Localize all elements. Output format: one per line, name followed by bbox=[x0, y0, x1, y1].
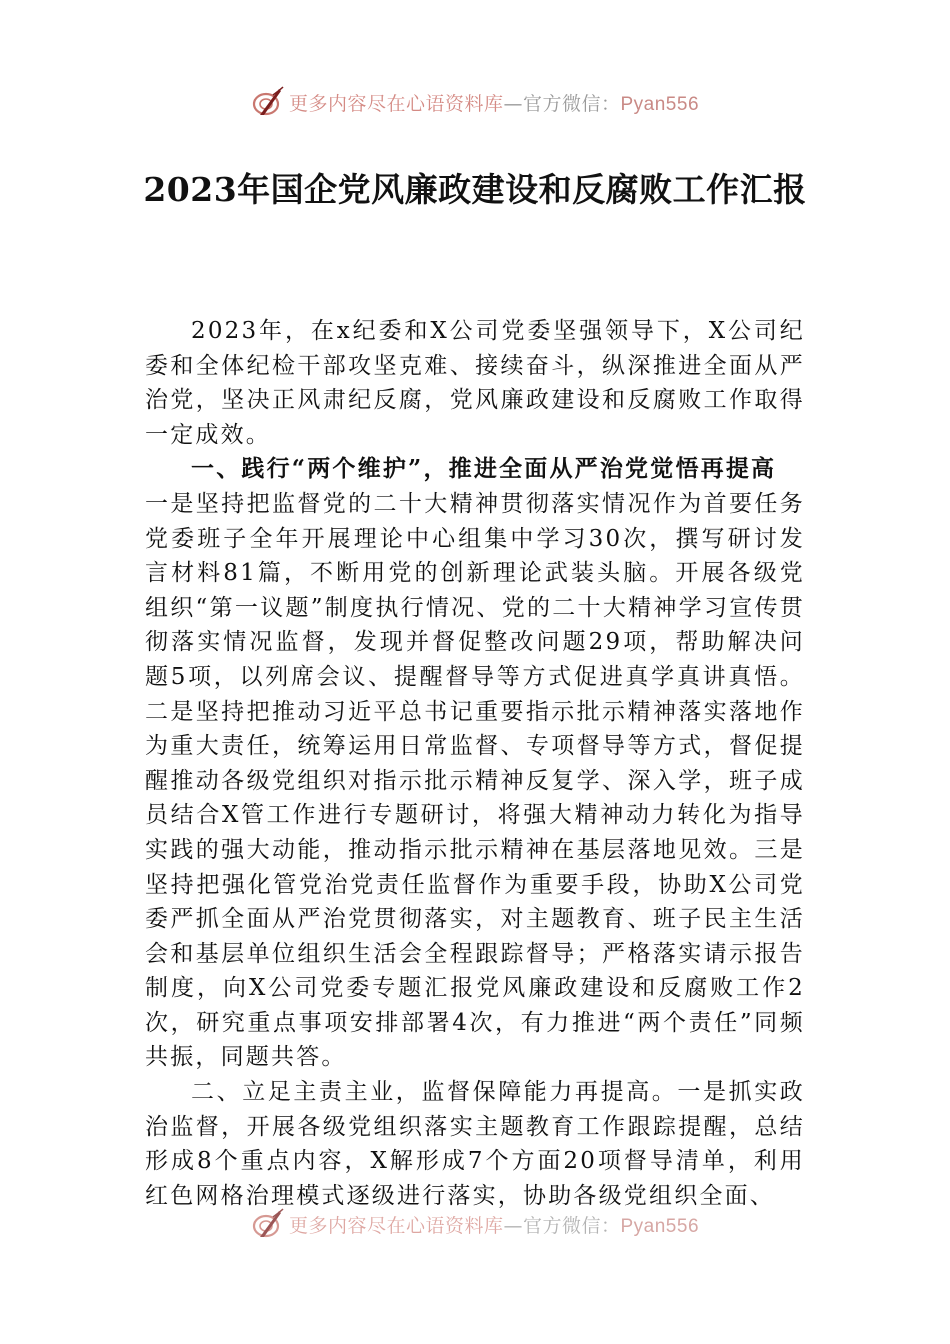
watermark-footer bbox=[0, 1204, 950, 1244]
section-2-paragraph: 二、立足主责主业，监督保障能力再提高。一是抓实政治监督，开展各级党组织落实主题教育工作跟踪提醒，总结形成8个重点内容，X解形成7个方面20项督导清单，利用红色网格治理模式逐级进行落实，协助各级党组织全面、 bbox=[145, 1079, 805, 1209]
watermark-header bbox=[0, 82, 950, 122]
watermark-text-id: Pyan556 bbox=[620, 93, 700, 115]
watermark-text-main: 更多内容尽在心语资料库 bbox=[288, 92, 504, 115]
intro-paragraph: 2023年，在x纪委和X公司党委坚强领导下，X公司纪委和全体纪检干部攻坚克难、接续奋斗，纵深推进全面从严治党，坚决正风肃纪反腐，党风廉政建设和反腐败工作取得一定成效。 bbox=[145, 318, 805, 448]
document-body bbox=[145, 314, 805, 1213]
watermark-text-main: 更多内容尽在心语资料库 bbox=[288, 1214, 504, 1237]
quill-logo-icon bbox=[251, 1207, 285, 1241]
watermark-text-wechat: —官方微信： bbox=[503, 92, 621, 115]
quill-logo-icon bbox=[251, 85, 285, 119]
document-title: 2023年国企党风廉政建设和反腐败工作汇报 bbox=[143, 170, 807, 209]
watermark-text-wechat: —官方微信： bbox=[503, 1214, 621, 1237]
section-heading-1: 一、践行“两个维护”，推进全面从严治党觉悟再提高 bbox=[191, 455, 777, 483]
watermark-text-id: Pyan556 bbox=[620, 1215, 700, 1237]
section-1-paragraph: 一是坚持把监督党的二十大精神贯彻落实情况作为首要任务党委班子全年开展理论中心组集中学习30次，撰写研讨发言材料81篇，不断用党的创新理论武装头脑。开展各级党组织“第一议题”制度执行情况、党的二十大精神学习宣传贯彻落实情况监督，发现并督促整改问题29项，帮助解决问题5项，以列席会议、提醒督导等方式促进真学真讲真悟。二是坚持把推动习近平总书记重要指示批示精神落实落地作为重大责任，统筹运用日常监督、专项督导等方式，督促提醒推动各级党组织对指示批示精神反复学、深入学，班子成员结合X管工作进行专题研讨，将强大精神动力转化为指导实践的强大动能，推动指示批示精神在基层落地见效。三是坚持把强化管党治党责任监督作为重要手段，协助X公司党委严抓全面从严治党贯彻落实，对主题教育、班子民主生活会和基层单位组织生活会全程跟踪督导；严格落实请示报告制度，向X公司党委专题汇报党风廉政建设和反腐败工作2次，研究重点事项安排部署4次，有力推进“两个责任”同频共振，同题共答。 bbox=[145, 490, 805, 1071]
